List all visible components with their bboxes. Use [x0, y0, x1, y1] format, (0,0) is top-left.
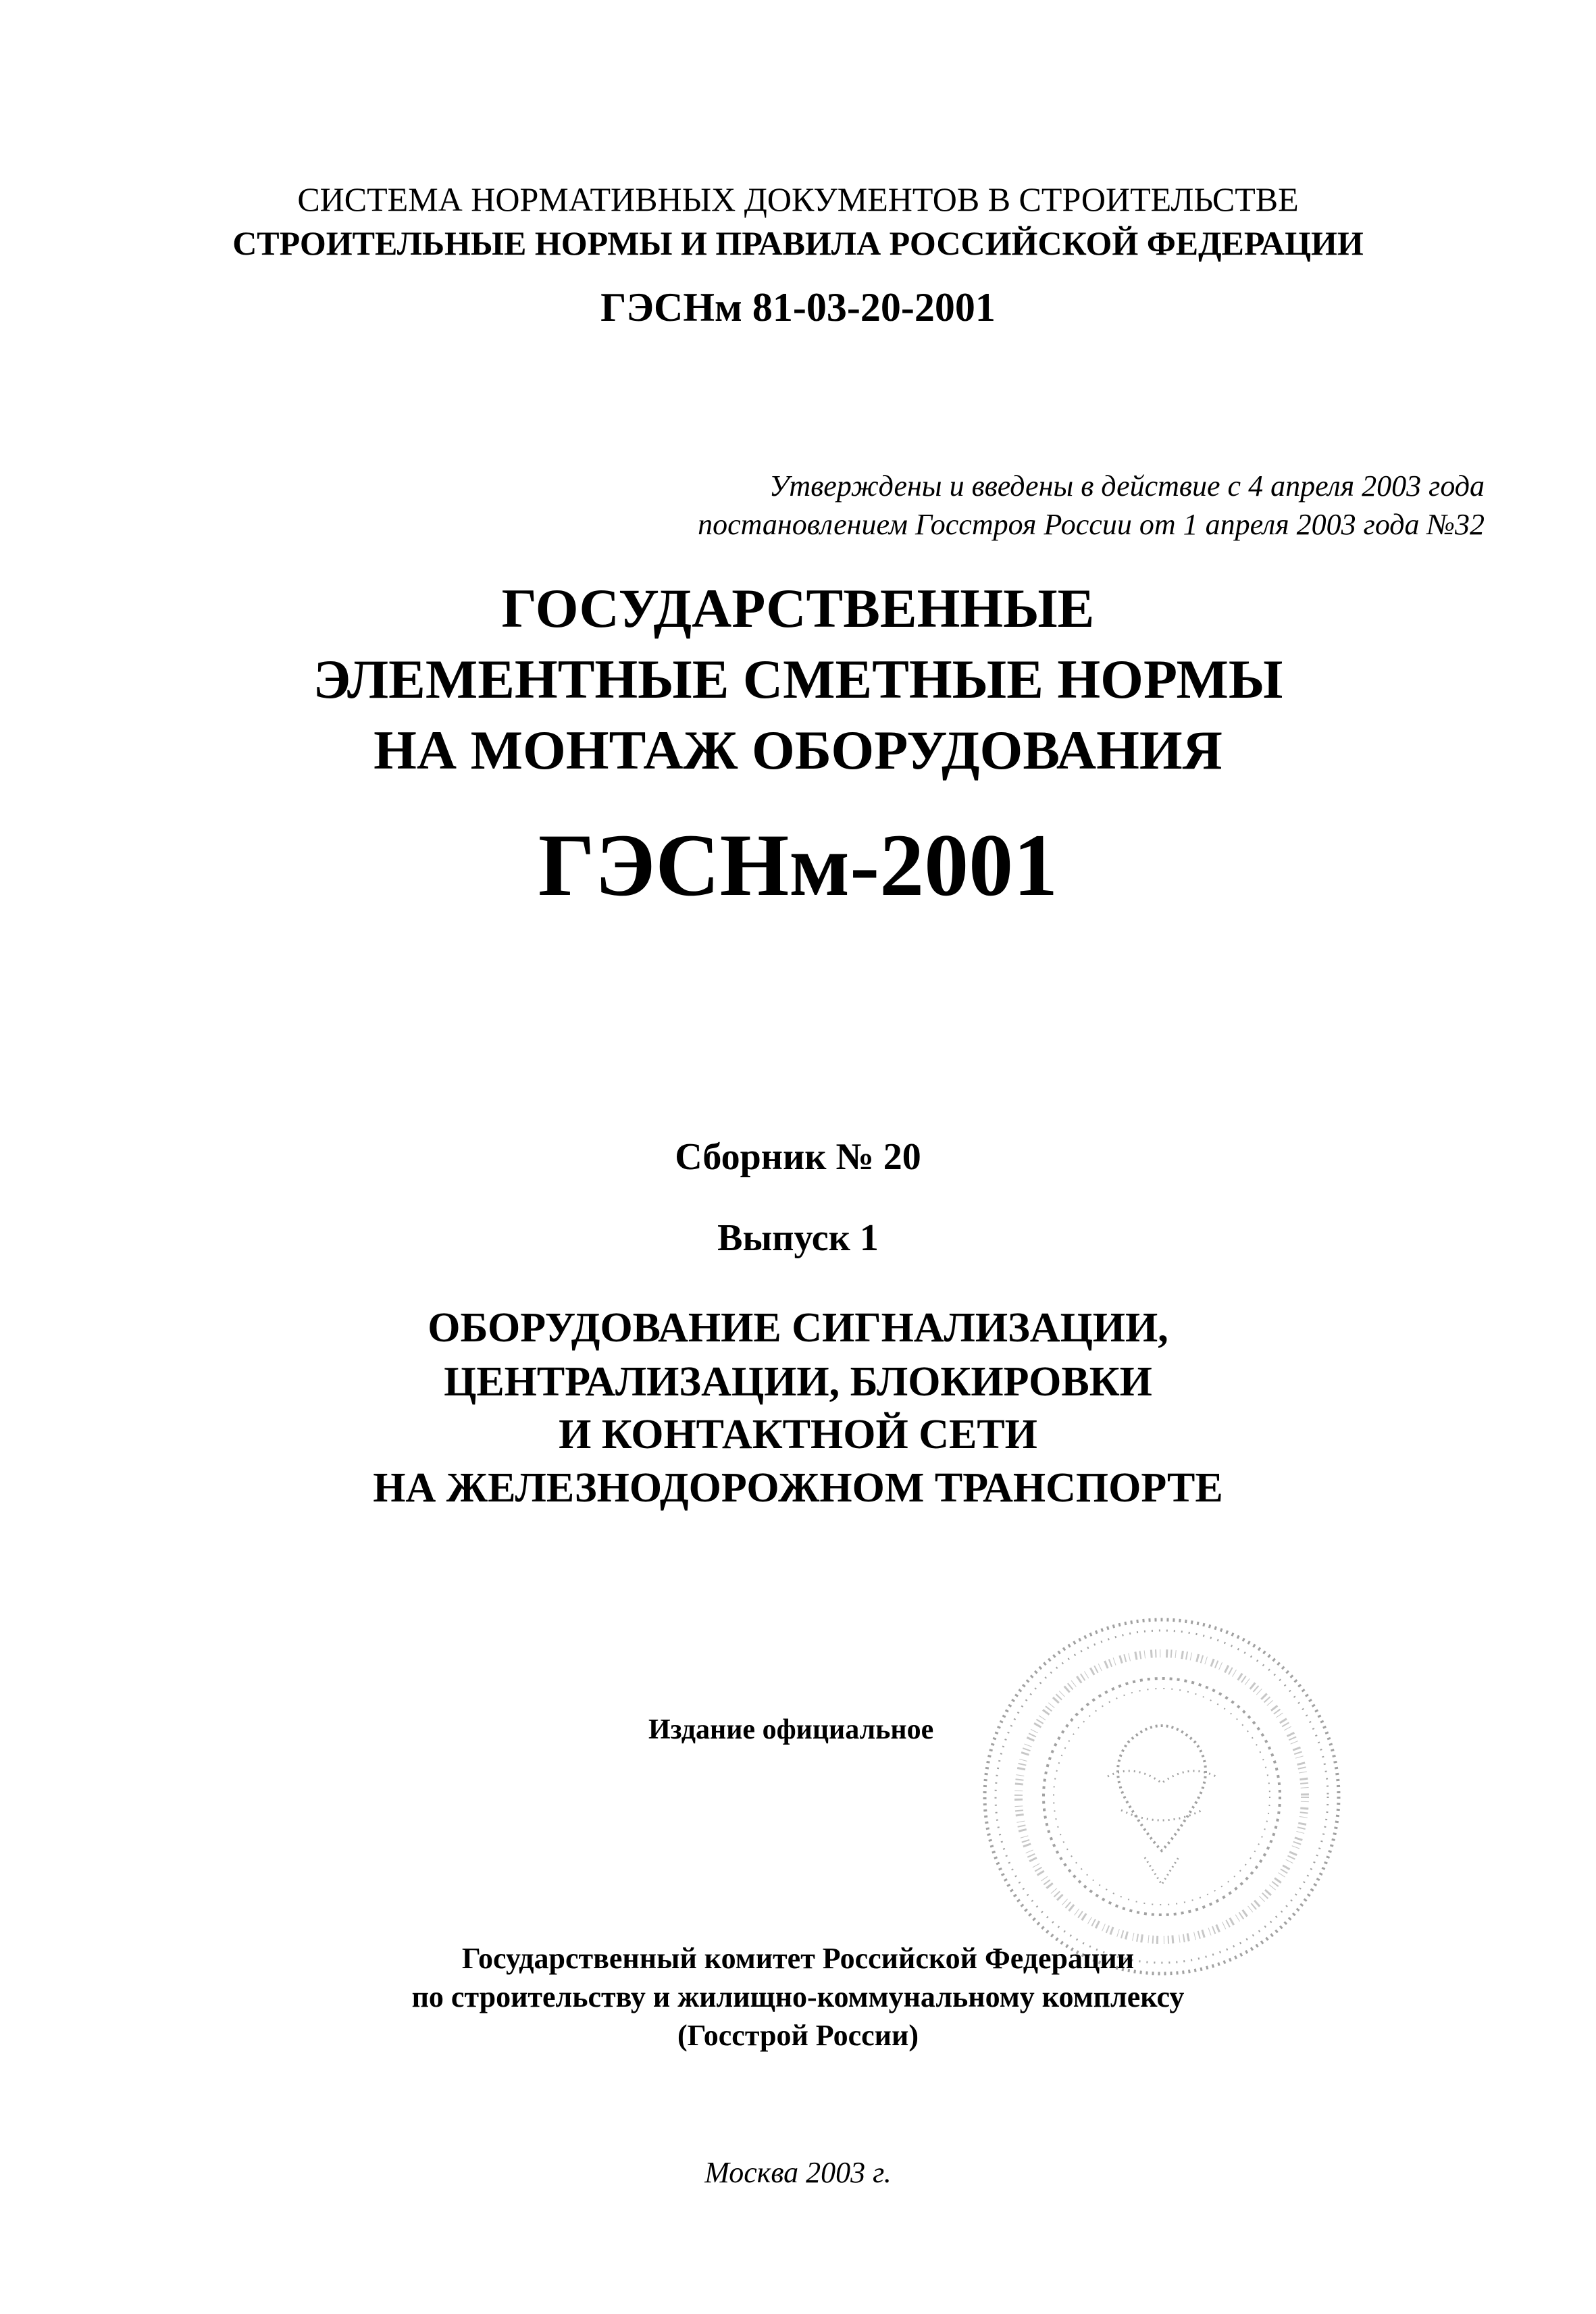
document-code: ГЭСНм 81-03-20-2001	[600, 285, 996, 330]
title-line-3: НА МОНТАЖ ОБОРУДОВАНИЯ	[374, 719, 1222, 781]
subject-line-1: ОБОРУДОВАНИЕ СИГНАЛИЗАЦИИ,	[428, 1305, 1168, 1351]
edition-label: Издание официальное	[648, 1714, 934, 1745]
title-line-1: ГОСУДАРСТВЕННЫЕ	[501, 577, 1095, 639]
official-seal-icon	[973, 1608, 1351, 1986]
collection-number: Сборник № 20	[675, 1136, 921, 1178]
title-line-2: ЭЛЕМЕНТНЫЕ СМЕТНЫЕ НОРМЫ	[313, 648, 1283, 710]
subject-line-3: И КОНТАКТНОЙ СЕТИ	[559, 1412, 1037, 1458]
place-and-year: Москва 2003 г.	[704, 2156, 892, 2189]
subject-line-4: НА ЖЕЛЕЗНОДОРОЖНОМ ТРАНСПОРТЕ	[373, 1465, 1223, 1511]
subject-line-2: ЦЕНТРАЛИЗАЦИИ, БЛОКИРОВКИ	[444, 1359, 1152, 1405]
publisher-line-3: (Госстрой России)	[677, 2019, 919, 2052]
system-heading: СИСТЕМА НОРМАТИВНЫХ ДОКУМЕНТОВ В СТРОИТЕЛЬСТВЕ	[297, 180, 1299, 218]
publisher-line-2: по строительству и жилищно-коммунальному комплексу	[411, 1980, 1185, 2013]
publisher-line-1: Государственный комитет Российской Федерации	[461, 1942, 1135, 1975]
snip-heading: СТРОИТЕЛЬНЫЕ НОРМЫ И ПРАВИЛА РОССИЙСКОЙ ФЕДЕРАЦИИ	[232, 224, 1364, 262]
standard-code: ГЭСНм-2001	[538, 815, 1058, 915]
approval-line-1: Утверждены и введены в действие с 4 апреля 2003 года	[769, 469, 1485, 503]
approval-line-2: постановлением Госстроя России от 1 апреля 2003 года №32	[698, 508, 1485, 541]
issue-number: Выпуск 1	[717, 1217, 879, 1259]
